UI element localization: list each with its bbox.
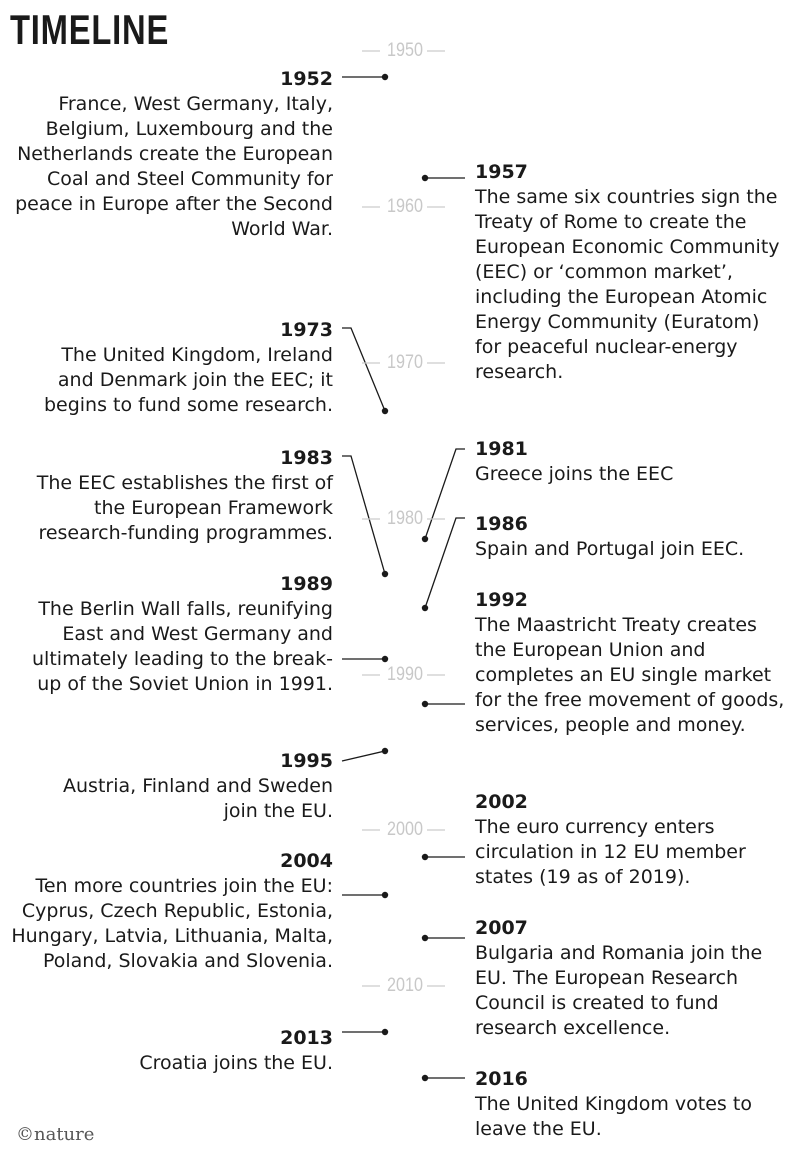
event-description: The Maastricht Treaty creates the European Union and completes an EU single market for the free movement of goods, services, people and money.: [475, 614, 785, 736]
decade-label-1970: 1970: [387, 352, 423, 373]
event-2007: [475, 916, 775, 1041]
event-description: The same six countries sign the Treaty of Rome to create the European Economic Community (EEC) or ‘common market’, including the European Atomic Energy Community (Euratom) for peaceful nuclear-energy research.: [475, 186, 780, 383]
decade-label-1990: 1990: [387, 664, 423, 685]
event-2013: [33, 1026, 333, 1076]
event-year: 1986: [475, 513, 528, 535]
dot-1957: [422, 175, 428, 181]
dot-2007: [422, 935, 428, 941]
event-year: 1981: [475, 438, 528, 460]
event-2002: [475, 790, 775, 890]
event-1986: [475, 512, 785, 562]
dot-1983: [382, 571, 388, 577]
event-year: 2016: [475, 1068, 528, 1090]
dot-2002: [422, 854, 428, 860]
event-year: 1973: [280, 319, 333, 341]
event-year: 2007: [475, 917, 528, 939]
event-description: Bulgaria and Romania join the EU. The European Research Council is created to fund research excellence.: [475, 942, 763, 1039]
dot-1989: [382, 656, 388, 662]
event-1995: [33, 749, 333, 824]
event-year: 1957: [475, 161, 528, 183]
dot-1995: [382, 748, 388, 754]
event-description: Ten more countries join the EU: Cyprus, Czech Republic, Estonia, Hungary, Latvia, Lithuania, Malta, Poland, Slovakia and Slovenia.: [11, 875, 333, 972]
connector-1986: [425, 518, 465, 608]
event-year: 1995: [280, 750, 333, 772]
event-description: The EEC establishes the first of the European Framework research-funding programmes.: [36, 472, 333, 544]
event-description: The United Kingdom votes to leave the EU.: [475, 1093, 752, 1140]
page-title: TIMELINE: [10, 6, 170, 53]
dot-2004: [382, 892, 388, 898]
event-year: 2013: [280, 1027, 333, 1049]
dot-1973: [382, 408, 388, 414]
nature-credit-logo: ©nature: [16, 1124, 95, 1145]
dot-1952: [382, 74, 388, 80]
event-1983: [13, 446, 333, 546]
event-description: Greece joins the EEC: [475, 463, 674, 485]
event-1989: [18, 572, 333, 697]
event-year: 2002: [475, 791, 528, 813]
connector-1995: [342, 751, 385, 761]
event-year: 1952: [280, 68, 333, 90]
event-year: 1989: [280, 573, 333, 595]
dot-1992: [422, 701, 428, 707]
decade-label-1950: 1950: [387, 40, 423, 61]
event-2004: [3, 849, 333, 974]
dot-2016: [422, 1075, 428, 1081]
dot-1981: [422, 536, 428, 542]
event-description: Spain and Portugal join EEC.: [475, 538, 745, 560]
event-1992: [475, 588, 785, 738]
decade-label-1960: 1960: [387, 196, 423, 217]
dot-1986: [422, 605, 428, 611]
event-description: The United Kingdom, Ireland and Denmark join the EEC; it begins to fund some research.: [43, 344, 333, 416]
event-description: Austria, Finland and Sweden join the EU.: [63, 775, 333, 822]
dot-2013: [382, 1029, 388, 1035]
decade-label-2000: 2000: [387, 819, 423, 840]
event-description: Croatia joins the EU.: [139, 1052, 333, 1074]
event-description: The Berlin Wall falls, reunifying East and West Germany and ultimately leading to the break-up of the Soviet Union in 1991.: [32, 598, 333, 695]
event-description: The euro currency enters circulation in 12 EU member states (19 as of 2019).: [475, 816, 746, 888]
event-1957: [475, 160, 785, 385]
decade-label-1980: 1980: [387, 508, 423, 529]
event-2016: [475, 1067, 775, 1142]
event-year: 1983: [280, 447, 333, 469]
event-1952: [3, 67, 333, 242]
event-1981: [475, 437, 785, 487]
decade-label-2010: 2010: [387, 975, 423, 996]
event-year: 1992: [475, 589, 528, 611]
event-year: 2004: [280, 850, 333, 872]
event-description: France, West Germany, Italy, Belgium, Luxembourg and the Netherlands create the European Coal and Steel Community for peace in Europe after the Second World War.: [15, 93, 333, 240]
event-1973: [23, 318, 333, 418]
